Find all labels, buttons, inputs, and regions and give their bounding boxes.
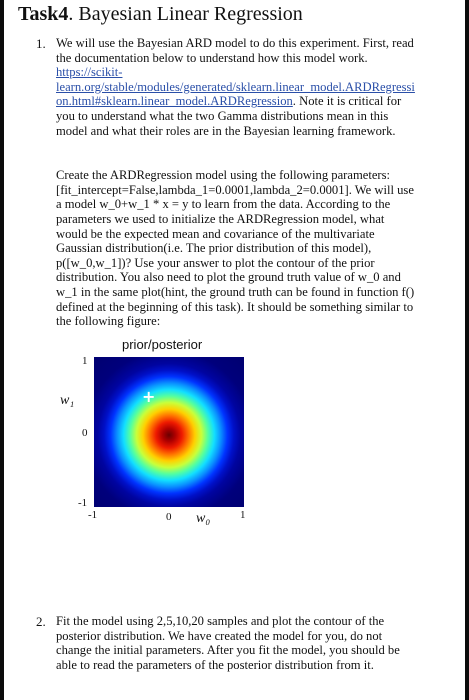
x-tick-label: 1: [240, 508, 246, 521]
figure-title: prior/posterior: [122, 336, 203, 352]
x-tick-label: 0: [166, 510, 172, 523]
contour-plot: [94, 357, 244, 507]
prior-posterior-figure: [58, 335, 258, 565]
question-2-text: Fit the model using 2,5,10,20 samples and plot the contour of the posterior distribution. We have created the model for you, do not change the initial parameters. After you fit the model, you should be able to read the parameters of the posterior distribution from it.: [56, 614, 400, 672]
document-page: [4, 0, 465, 700]
question-1-intro: We will use the Bayesian ARD model to do this experiment. First, read the documentation below to understand how this model work. https://scikit-learn.org/stable/modules/generated/sklearn.linear_model.ARDRegression.html#sklearn.linear_model.ARDRegression. Note it is critical for you to understand what the two Gamma distributions mean in this model and what their roles are in the Bayesian learning framework.: [56, 36, 415, 138]
y-axis-label: w₁: [60, 392, 75, 408]
ground-truth-marker: +: [142, 386, 156, 406]
y-tick-label: 1: [82, 354, 88, 367]
y-tick-label: -1: [78, 496, 88, 509]
question-2: [36, 614, 416, 672]
scikit-learn-doc-link[interactable]: https://scikit-learn.org/stable/modules/generated/sklearn.linear_model.ARDRegression.html#sklearn.linear_model.ARDRegression: [56, 65, 415, 109]
x-tick-label: -1: [88, 508, 98, 521]
x-axis-label: w₀: [196, 510, 211, 526]
y-tick-label: 0: [82, 426, 88, 439]
task-title: Task4. Bayesian Linear Regression: [18, 3, 303, 25]
question-1: [36, 36, 416, 565]
question-1-number: 1.: [36, 36, 46, 51]
question-1-instructions: Create the ARDRegression model using the following parameters: [fit_intercept=False,lambda_1=0.0001,lambda_2=0.0001]. We will use a model w_0+w_1 * x = y to learn from the data. According to the parameters we used to initialize the ARDRegression model, what would be the expected mean and covariance of the multivariate Gaussian distribution(i.e. The prior distribution of this model), p([w_0,w_1])? Use your answer to plot the contour of the prior distribution. You also need to plot the ground truth value of w_0 and w_1 in the same plot(hint, the ground truth can be found in function f() defined at the beginning of this task). It should be something similar to the following figure:: [56, 168, 415, 329]
question-2-number: 2.: [36, 614, 46, 629]
